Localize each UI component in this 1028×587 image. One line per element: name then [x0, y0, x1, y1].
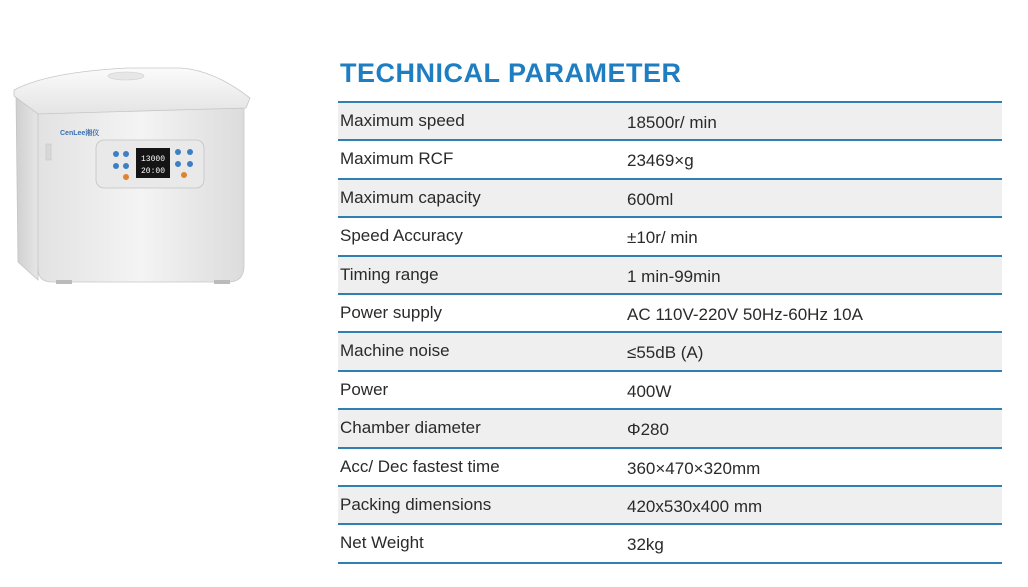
spec-label: Maximum speed [340, 111, 465, 130]
spec-value: Φ280 [627, 420, 669, 440]
table-row [338, 372, 1002, 410]
spec-value: 420x530x400 mm [627, 496, 763, 516]
spec-label: Maximum RCF [340, 149, 454, 169]
spec-label: Net Weight [340, 533, 424, 553]
spec-label: Timing range [340, 264, 439, 284]
spec-label: Machine noise [340, 341, 450, 361]
spec-label: Packing dimensions [340, 494, 492, 514]
spec-label: Maximum capacity [340, 187, 481, 207]
table-row [338, 333, 1002, 371]
spec-value: 18500r/ min [627, 113, 717, 132]
spec-label: Power supply [340, 302, 443, 322]
spec-value: ≤55dB (A) [627, 343, 704, 363]
table-row [338, 525, 1002, 563]
spec-value: 1 min-99min [627, 266, 721, 286]
display-bottom-text: 20:00 [140, 167, 166, 176]
table-row [338, 295, 1002, 333]
table-row [338, 487, 1002, 525]
spec-value: AC 110V-220V 50Hz-60Hz 10A [627, 304, 863, 324]
table-row [338, 180, 1002, 218]
table-row [338, 257, 1002, 295]
brand-logo: CenLee湘仪 [60, 130, 100, 137]
spec-table [338, 101, 1002, 564]
spec-value: 400W [627, 381, 672, 401]
spec-label: Speed Accuracy [340, 226, 463, 246]
spec-value: 23469×g [627, 151, 694, 171]
spec-label: Power [340, 379, 389, 399]
spec-value: 32kg [627, 535, 664, 555]
spec-label: Acc/ Dec fastest time [340, 456, 500, 476]
table-row [338, 218, 1002, 256]
spec-value: 360×470×320mm [627, 458, 761, 478]
display-top-text: 13000 [140, 155, 166, 164]
spec-value: ±10r/ min [627, 228, 698, 248]
spec-rows [338, 103, 1002, 564]
spec-value: 600ml [627, 189, 674, 209]
centrifuge-image [8, 62, 258, 287]
spec-label: Chamber diameter [340, 418, 481, 438]
table-row [338, 103, 1002, 141]
table-row [338, 449, 1002, 487]
table-row [338, 141, 1002, 179]
table-row [338, 410, 1002, 448]
page-title: TECHNICAL PARAMETER [340, 58, 682, 88]
